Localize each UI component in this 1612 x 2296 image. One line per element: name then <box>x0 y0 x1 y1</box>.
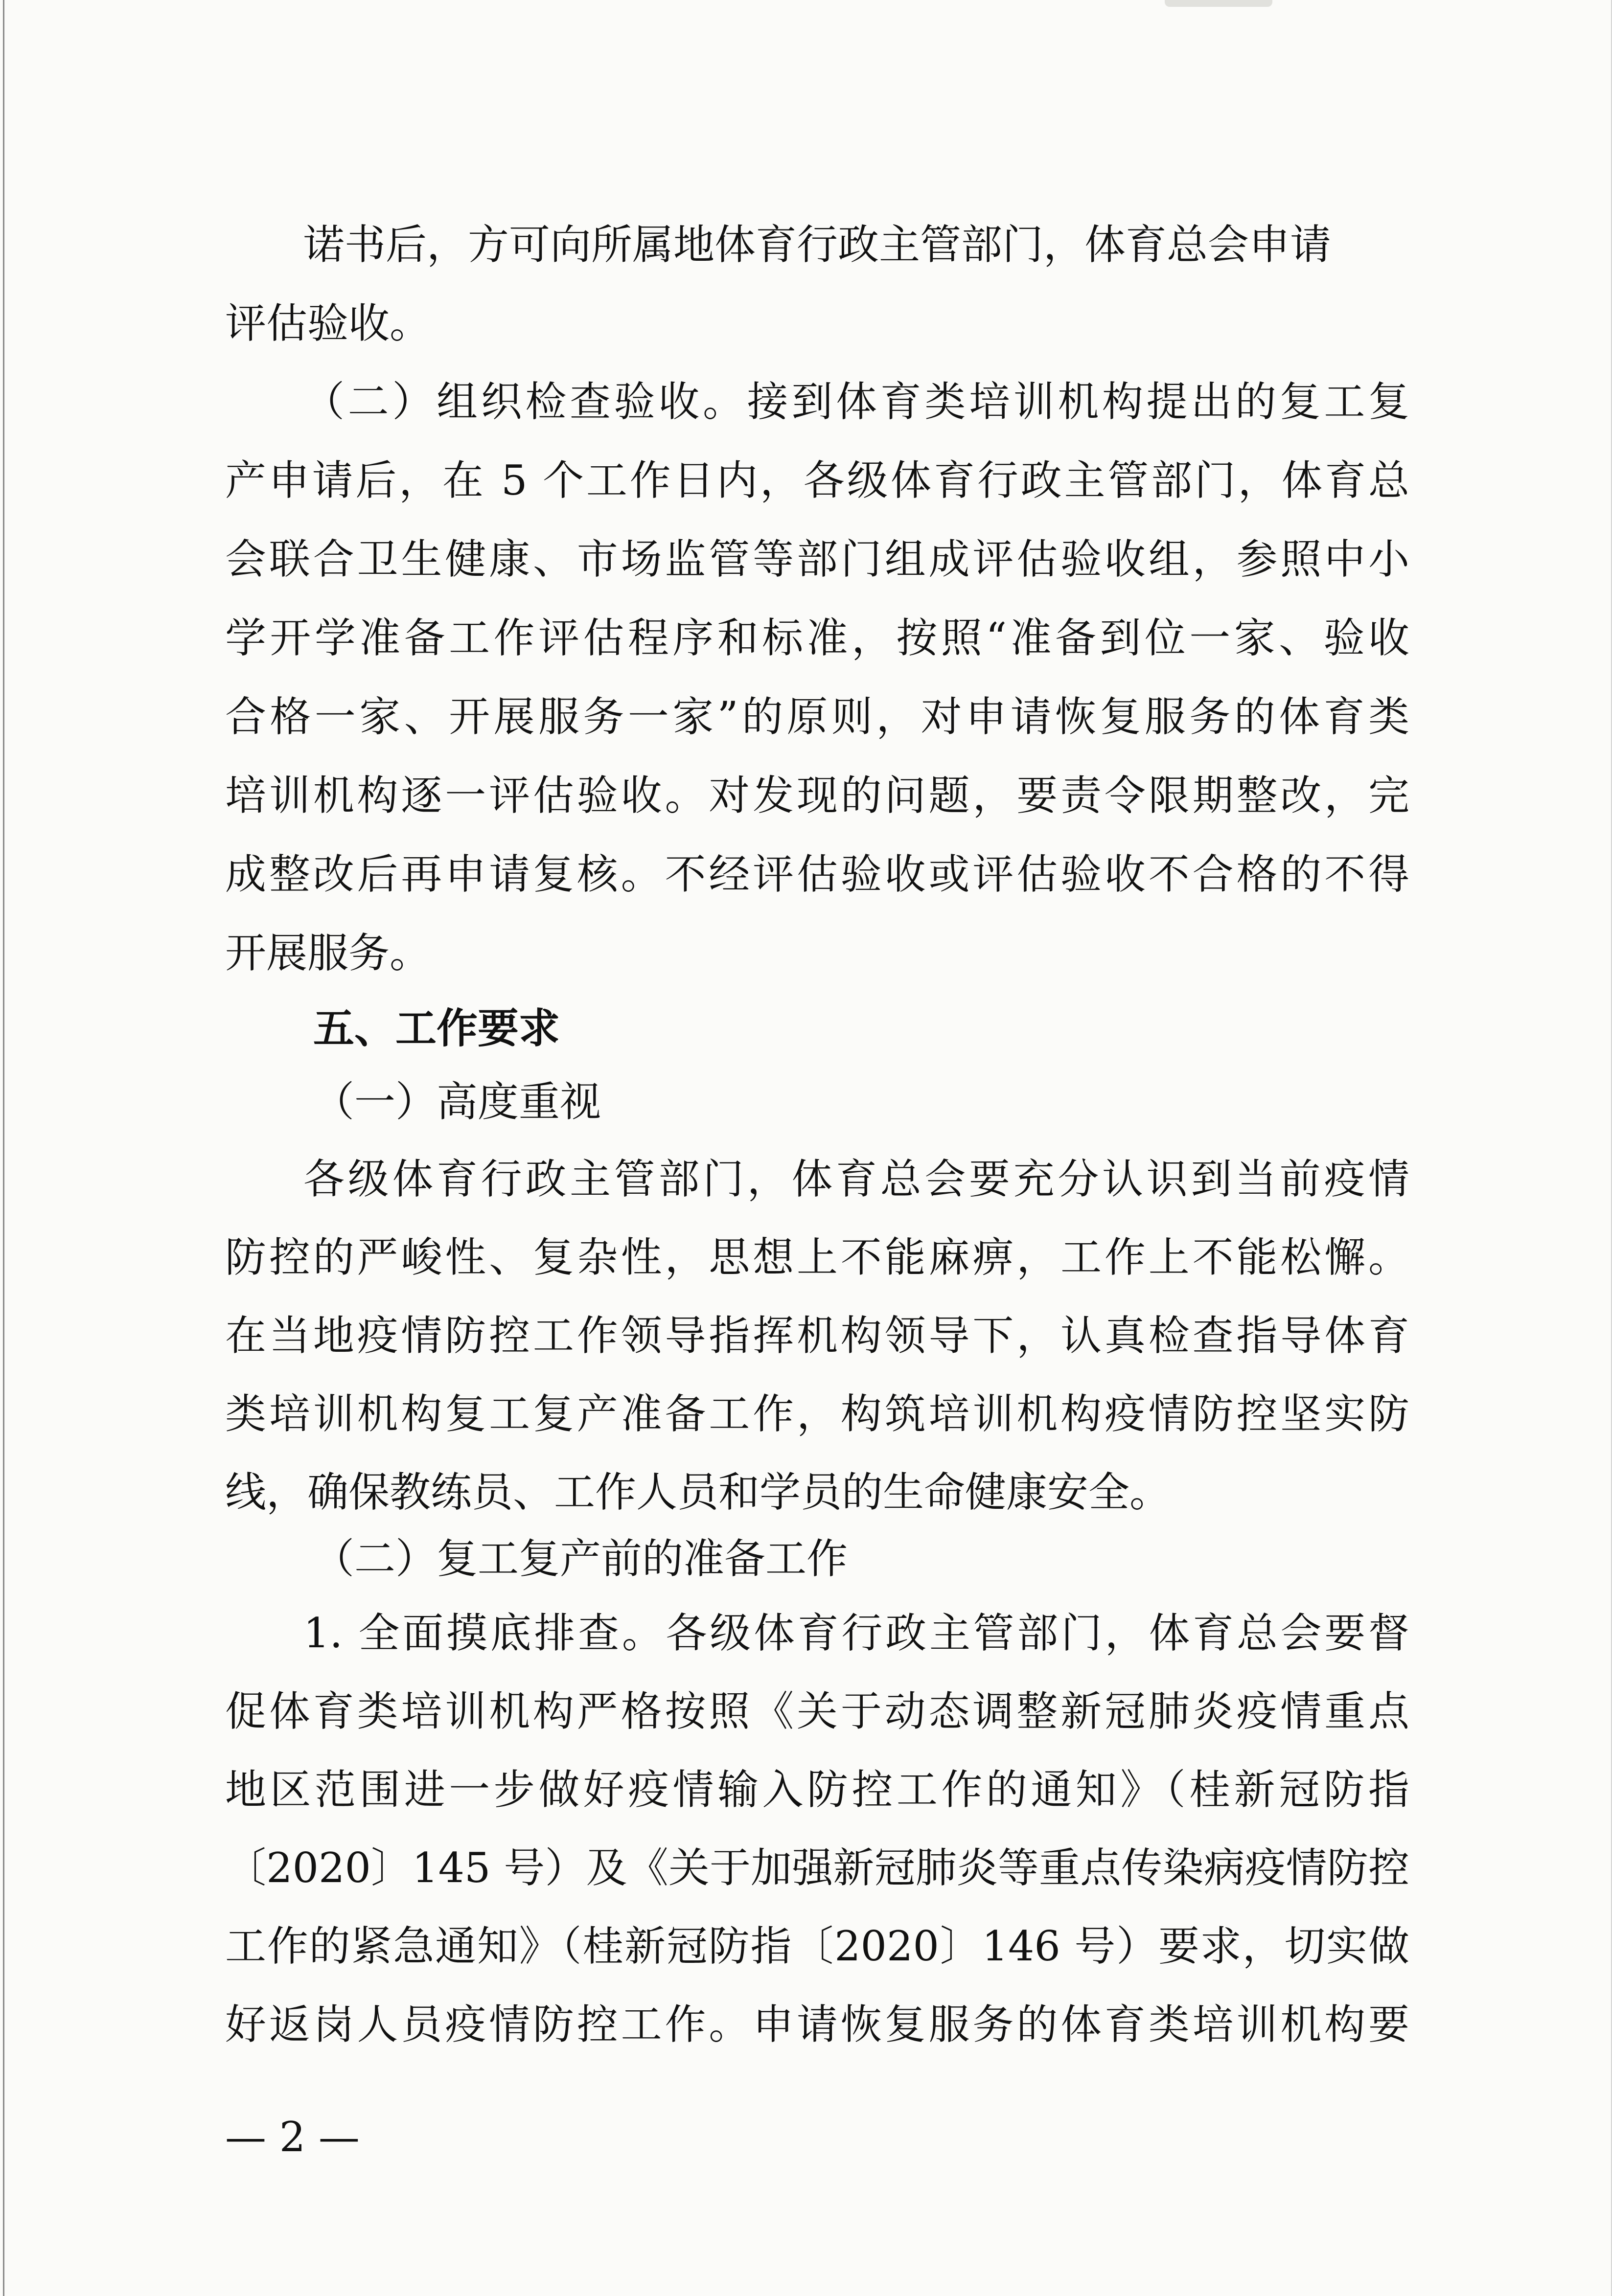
body-line: 成整改后再申请复核。不经评估验收或评估验收不合格的不得 <box>225 850 1409 898</box>
scan-edge-left <box>3 0 4 2296</box>
body-line: 地区范围进一步做好疫情输入防控工作的通知》（桂新冠防指 <box>225 1766 1409 1814</box>
subsection-heading: （二）复工复产前的准备工作 <box>313 1535 848 1583</box>
body-line: 1. 全面摸底排查。各级体育行政主管部门，体育总会要督 <box>303 1609 1409 1657</box>
body-line: 开展服务。 <box>225 929 431 977</box>
body-line: 工作的紧急通知》（桂新冠防指〔2020〕146 号）要求，切实做 <box>225 1922 1409 1970</box>
body-line: 诺书后，方可向所属地体育行政主管部门，体育总会申请 <box>303 221 1332 269</box>
body-line: 类培训机构复工复产准备工作，构筑培训机构疫情防控坚实防 <box>225 1390 1409 1438</box>
body-line: （二）组织检查验收。接到体育类培训机构提出的复工复 <box>303 378 1409 426</box>
subsection-heading: （一）高度重视 <box>313 1078 601 1126</box>
body-line: 培训机构逐一评估验收。对发现的问题，要责令限期整改，完 <box>225 772 1409 819</box>
page-number: — 2 — <box>225 2113 360 2161</box>
body-line: 在当地疫情防控工作领导指挥机构领导下，认真检查指导体育 <box>225 1312 1409 1360</box>
body-line: 学开学准备工作评估程序和标准，按照“准备到位一家、验收 <box>225 614 1409 662</box>
body-line: 产申请后，在 5 个工作日内，各级体育行政主管部门，体育总 <box>225 456 1409 504</box>
body-line: 会联合卫生健康、市场监管等部门组成评估验收组，参照中小 <box>225 535 1409 583</box>
scan-smudge <box>1165 0 1272 7</box>
body-line: 评估验收。 <box>225 299 431 347</box>
body-line: 防控的严峻性、复杂性，思想上不能麻痹，工作上不能松懈。 <box>225 1233 1409 1281</box>
body-line: 促体育类培训机构严格按照《关于动态调整新冠肺炎疫情重点 <box>225 1687 1409 1735</box>
body-line: 各级体育行政主管部门，体育总会要充分认识到当前疫情 <box>303 1155 1409 1203</box>
body-line: 好返岗人员疫情防控工作。申请恢复服务的体育类培训机构要 <box>225 2000 1409 2048</box>
body-line: 线，确保教练员、工作人员和学员的生命健康安全。 <box>225 1468 1171 1516</box>
body-line: 合格一家、开展服务一家”的原则，对申请恢复服务的体育类 <box>225 693 1409 741</box>
body-line: 〔2020〕145 号）及《关于加强新冠肺炎等重点传染病疫情防控 <box>225 1844 1409 1892</box>
section-heading: 五、工作要求 <box>313 1004 560 1052</box>
